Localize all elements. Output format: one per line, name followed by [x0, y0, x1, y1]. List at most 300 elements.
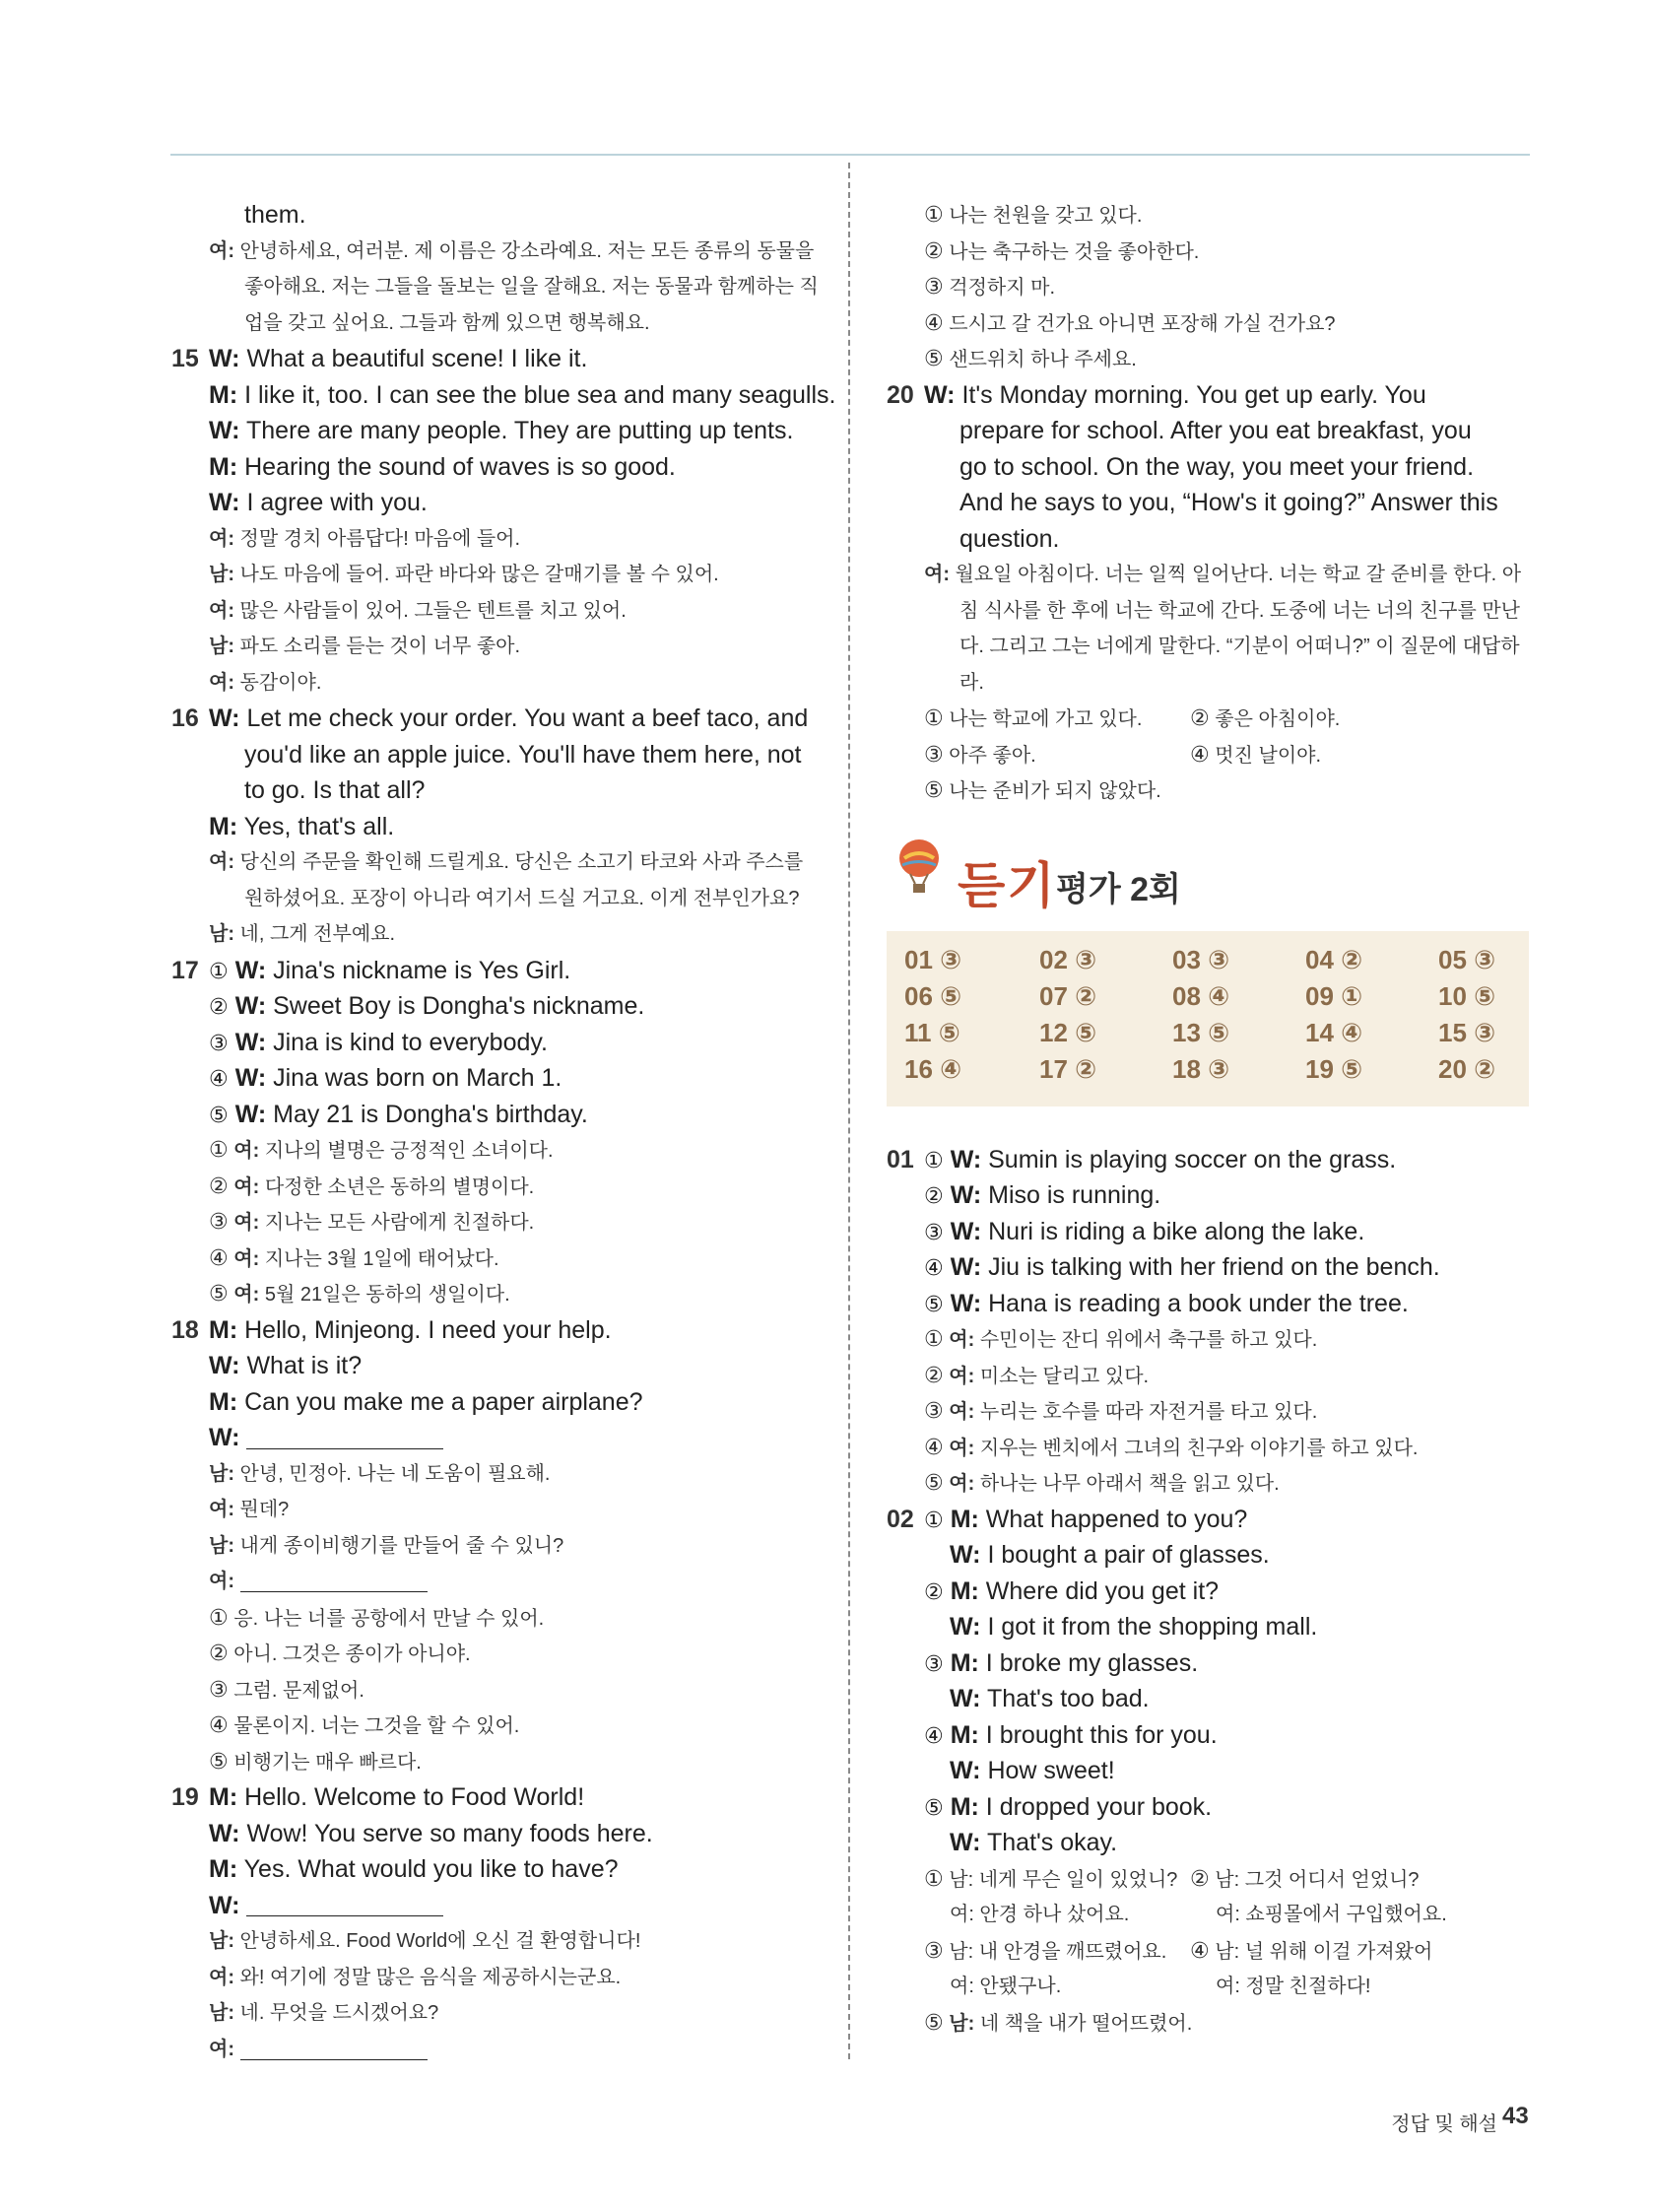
line-body: [959, 521, 1059, 558]
line-body: [209, 1564, 428, 1600]
question-number: 18: [171, 1315, 199, 1344]
speaker-label: M:: [209, 1855, 238, 1883]
answer-item: 12 ⑤: [1039, 1017, 1097, 1047]
answer-item: 17 ②: [1039, 1053, 1097, 1084]
text-line: [887, 1645, 1529, 1682]
line-text: Hearing the sound of waves is so good.: [244, 452, 676, 481]
choice-cell: [924, 1861, 1190, 1899]
text-line: [171, 1995, 817, 2032]
speaker-label: W:: [950, 1181, 982, 1209]
line-text: I agree with you.: [246, 489, 428, 516]
line-body: [924, 1645, 1198, 1683]
line-text: 네, 그게 전부예요.: [239, 923, 396, 945]
line-text: 안녕하세요. Food World에 오신 걸 환영합니다!: [239, 1930, 641, 1952]
line-body: [924, 341, 1137, 378]
choice-marker: ⑤: [924, 777, 944, 802]
line-body: [209, 701, 808, 737]
choice-marker: ①: [209, 1604, 229, 1630]
line-text: I dropped your book.: [985, 1792, 1213, 1821]
text-line: [171, 2032, 817, 2068]
line-body: [209, 1312, 612, 1349]
choice-text: 여: 안경 하나 샀어요.: [950, 1904, 1130, 1925]
text-line: [887, 1861, 1529, 1898]
choice-marker: ⑤: [924, 1794, 944, 1820]
line-text: 네 책을 내가 떨어뜨렸어.: [979, 2012, 1193, 2035]
choice-marker: ④: [1190, 1937, 1210, 1963]
speaker-label: 여:: [209, 851, 234, 873]
choice-marker: ④: [209, 1712, 229, 1737]
speaker-label: 여:: [209, 599, 234, 622]
line-text: And he says to you, “How's it going?” Answer this: [959, 489, 1498, 516]
line-text: 미소는 달리고 있다.: [979, 1365, 1150, 1387]
choice-marker: ①: [924, 1147, 944, 1173]
speaker-label: 여:: [949, 1329, 975, 1351]
line-text: 나는 준비가 되지 않았다.: [949, 780, 1161, 802]
speaker-label: 남:: [209, 923, 234, 945]
speaker-label: 여:: [233, 1247, 260, 1270]
line-text: That's too bad.: [986, 1685, 1150, 1712]
line-body: [244, 305, 650, 342]
text-line: [171, 413, 817, 449]
text-line: [887, 557, 1529, 593]
choice-marker: ②: [1190, 1865, 1210, 1891]
text-line: [171, 305, 817, 342]
answer-item: 08 ④: [1172, 980, 1230, 1011]
line-body: [209, 1960, 621, 1996]
speaker-label: W:: [234, 992, 267, 1020]
line-body: [209, 1744, 422, 1781]
text-line: [887, 593, 1529, 630]
section-subtitle: 평가 2회: [1056, 870, 1181, 908]
line-text: 라.: [959, 671, 984, 694]
text-line: [887, 305, 1529, 342]
line-body: [209, 593, 627, 630]
text-line: [171, 1888, 817, 1924]
text-line: [887, 413, 1529, 449]
speaker-label: W:: [209, 1424, 240, 1451]
choice-marker: ④: [209, 1244, 229, 1270]
line-body: [209, 988, 644, 1026]
choice-marker: ①: [924, 1865, 944, 1891]
question-number: 19: [171, 1783, 199, 1811]
line-body: [209, 234, 814, 270]
line-text: I got it from the shopping mall.: [987, 1613, 1318, 1641]
choice-marker: ④: [924, 1434, 944, 1459]
line-body: [209, 1097, 588, 1134]
text-line: [171, 1384, 817, 1421]
text-line: [171, 629, 817, 665]
line-text: What is it?: [246, 1352, 363, 1379]
text-line: [171, 1960, 817, 1996]
line-body: [209, 629, 520, 665]
line-text: I bought a pair of glasses.: [987, 1541, 1270, 1569]
line-text: 지나의 별명은 긍정적인 소녀이다.: [264, 1140, 554, 1162]
answer-item: 16 ④: [904, 1053, 962, 1084]
line-text: Jiu is talking with her friend on the bench.: [988, 1253, 1440, 1281]
line-body: [959, 485, 1498, 521]
line-text: 침 식사를 한 후에 너는 학교에 간다. 도중에 너는 너의 친구를 만난: [959, 599, 1520, 622]
answer-item: 14 ④: [1305, 1017, 1363, 1047]
choice-marker: ③: [924, 1219, 944, 1244]
speaker-label: W:: [209, 1352, 240, 1379]
choice-text: 남: 내 안경을 깨뜨렸어요.: [949, 1940, 1167, 1963]
line-body: [209, 1132, 554, 1170]
speaker-label: M:: [950, 1576, 979, 1605]
text-line: [887, 1142, 1529, 1178]
text-line: [171, 665, 817, 702]
line-body: [209, 916, 395, 953]
choice-marker: ③: [924, 1398, 944, 1423]
line-text: I like it, too. I can see the blue sea and many seagulls.: [244, 380, 836, 409]
line-text: 많은 사람들이 있어. 그들은 텐트를 치고 있어.: [239, 599, 627, 622]
line-text: 지나는 모든 사람에게 친절하다.: [264, 1212, 535, 1234]
line-text: 안녕하세요, 여러분. 제 이름은 강소라예요. 저는 모든 종류의 동물을: [239, 239, 815, 262]
line-text: 걱정하지 마.: [949, 277, 1056, 299]
text-line: [171, 1816, 817, 1852]
speaker-label: 남:: [209, 1462, 234, 1485]
line-body: [209, 485, 428, 521]
text-line: [171, 881, 817, 917]
section-title: 듣기: [958, 857, 1057, 913]
speaker-label: W:: [950, 1613, 981, 1641]
speaker-label: 여:: [233, 1212, 260, 1234]
text-line: [171, 593, 817, 630]
line-body: [924, 1214, 1364, 1251]
line-body: [924, 197, 1142, 235]
choice-text: 여: 안됐구나.: [950, 1976, 1062, 1997]
line-body: [209, 809, 394, 845]
line-text: Jina's nickname is Yes Girl.: [273, 956, 571, 984]
line-body: [209, 665, 321, 702]
line-body: [209, 1672, 364, 1709]
text-line: [887, 1574, 1529, 1610]
text-line: [171, 988, 817, 1025]
line-text: 뭔데?: [239, 1499, 290, 1520]
speaker-label: W:: [950, 1145, 982, 1173]
text-line: [171, 341, 817, 377]
speaker-label: 여:: [233, 1140, 260, 1162]
text-line: [887, 1681, 1529, 1717]
line-body: [924, 1358, 1149, 1395]
question-number: 20: [887, 380, 914, 409]
answer-blank: [240, 1572, 428, 1592]
choice-marker: ③: [209, 1030, 229, 1055]
choice-marker: ③: [924, 274, 944, 299]
line-body: [924, 1249, 1440, 1287]
choice-marker: ②: [924, 1183, 944, 1208]
line-body: [950, 1969, 1482, 2005]
line-body: [209, 1851, 619, 1888]
choice-marker: ①: [924, 1507, 944, 1532]
choice-cell: [924, 701, 1190, 738]
question-number: 02: [887, 1505, 914, 1533]
text-line: [171, 1600, 817, 1637]
text-line: [887, 1465, 1529, 1502]
text-line: [171, 1132, 817, 1169]
text-line: [171, 1851, 817, 1888]
speaker-label: M:: [950, 1720, 979, 1749]
speaker-label: W:: [209, 489, 240, 516]
line-text: to go. Is that all?: [244, 776, 426, 804]
speaker-label: 여:: [209, 239, 234, 262]
speaker-label: W:: [209, 345, 240, 372]
line-body: [209, 1923, 640, 1960]
line-body: [950, 1609, 1317, 1645]
line-text: How sweet!: [987, 1757, 1115, 1784]
text-line: [887, 1430, 1529, 1466]
text-line: [171, 1060, 817, 1097]
choice-text: 남: 네게 무슨 일이 있었니?: [949, 1868, 1178, 1891]
line-body: [959, 593, 1520, 630]
line-text: 원하셨어요. 포장이 아니라 여기서 드실 거고요. 이게 전부인가요?: [244, 887, 800, 909]
line-text: Let me check your order. You want a beef taco, and: [246, 704, 809, 732]
speaker-label: 남:: [209, 2002, 234, 2024]
speaker-label: 남:: [209, 564, 234, 585]
choice-cell: [950, 1969, 1216, 2005]
text-line: [887, 485, 1529, 521]
text-line: [171, 1672, 817, 1709]
text-line: [171, 844, 817, 881]
speaker-label: 여:: [209, 671, 234, 694]
answer-item: 18 ③: [1172, 1053, 1230, 1084]
line-body: [950, 1825, 1117, 1861]
text-line: [887, 1897, 1529, 1933]
text-line: [171, 1528, 817, 1565]
line-body: [924, 1430, 1418, 1467]
line-body: [209, 1276, 510, 1313]
line-text: 그럼. 문제없어.: [233, 1679, 364, 1702]
line-body: [209, 1348, 362, 1384]
line-text: There are many people. They are putting up tents.: [245, 417, 794, 444]
line-body: [209, 1169, 534, 1206]
speaker-label: W:: [924, 380, 956, 409]
line-text: Hello. Welcome to Food World!: [244, 1783, 585, 1811]
line-body: [244, 197, 306, 234]
text-line: [171, 521, 817, 558]
choice-marker: ②: [924, 1578, 944, 1604]
line-body: [924, 772, 1161, 810]
answer-item: 13 ⑤: [1172, 1017, 1230, 1047]
line-body: [209, 1600, 544, 1638]
choice-marker: ③: [924, 1650, 944, 1676]
text-line: [887, 665, 1529, 702]
line-text: Sweet Boy is Dongha's nickname.: [273, 992, 645, 1020]
text-line: [887, 1358, 1529, 1394]
section-header: [887, 809, 1529, 927]
footer-label: 정답 및 해설: [1391, 2113, 1497, 2135]
text-line: [171, 1097, 817, 1133]
line-text: Hello, Minjeong. I need your help.: [244, 1315, 612, 1344]
line-text: Can you make me a paper airplane?: [244, 1387, 643, 1416]
answer-blank: [240, 2040, 428, 2060]
line-body: [209, 377, 835, 414]
line-body: [209, 1888, 443, 1924]
text-line: [887, 341, 1529, 377]
line-body: [924, 1393, 1317, 1431]
text-line: [887, 1933, 1529, 1970]
right-column: [887, 197, 1529, 2041]
answer-item: 15 ③: [1438, 1017, 1496, 1047]
line-body: [209, 341, 587, 377]
column-divider: [848, 163, 850, 2059]
line-body: [244, 772, 425, 809]
line-body: [924, 1717, 1218, 1755]
speaker-label: W:: [209, 1891, 240, 1919]
text-line: [887, 269, 1529, 305]
line-body: [209, 521, 520, 558]
line-text: 나는 천원을 갖고 있다.: [949, 205, 1143, 227]
text-line: [887, 1321, 1529, 1358]
line-text: you'd like an apple juice. You'll have them here, not: [244, 740, 802, 769]
text-line: [887, 1717, 1529, 1754]
line-body: [209, 1528, 563, 1565]
line-body: [924, 1142, 1396, 1179]
text-line: [887, 1753, 1529, 1789]
line-body: [924, 1933, 1456, 1971]
question-number: 16: [171, 704, 199, 732]
line-body: [209, 1240, 499, 1278]
line-text: Hana is reading a book under the tree.: [988, 1289, 1409, 1317]
speaker-label: M:: [209, 1315, 238, 1344]
line-text: 네. 무엇을 드시겠어요?: [239, 2002, 439, 2024]
speaker-label: W:: [209, 704, 240, 732]
text-line: [171, 234, 817, 270]
line-body: [950, 1753, 1115, 1789]
text-line: [171, 1312, 817, 1349]
line-body: [209, 1025, 548, 1062]
speaker-label: 남:: [209, 1930, 234, 1952]
line-text: 동감이야.: [239, 671, 322, 694]
question-number: 15: [171, 345, 199, 372]
answer-item: 20 ②: [1438, 1053, 1496, 1084]
choice-marker: ④: [209, 1066, 229, 1091]
line-body: [209, 1204, 534, 1241]
choice-text: 나는 학교에 가고 있다.: [949, 708, 1143, 730]
choice-marker: ⑤: [209, 1748, 229, 1774]
line-body: [959, 629, 1520, 665]
line-text: 샌드위치 하나 주세요.: [949, 349, 1137, 370]
text-line: [171, 772, 817, 809]
answer-item: 07 ②: [1039, 980, 1097, 1011]
text-line: [887, 737, 1529, 773]
text-line: [171, 809, 817, 845]
speaker-label: 여:: [209, 2038, 234, 2060]
speaker-label: W:: [209, 1819, 240, 1847]
line-text: question.: [959, 524, 1060, 553]
text-line: [171, 1276, 817, 1312]
answer-key-box: [887, 931, 1529, 1106]
text-line: [171, 1204, 817, 1240]
text-line: [887, 1177, 1529, 1214]
choice-cell: [1216, 1969, 1482, 2005]
right-top-lines: [887, 197, 1529, 809]
text-line: [887, 1969, 1529, 2005]
choice-text: 멋진 날이야.: [1215, 744, 1322, 767]
line-body: [209, 1779, 584, 1816]
speaker-label: 여:: [949, 1401, 975, 1423]
text-line: [887, 234, 1529, 270]
hot-air-balloon-icon: [896, 838, 942, 898]
line-body: [924, 377, 1426, 414]
line-body: [209, 449, 676, 486]
speaker-label: 여:: [233, 1175, 260, 1198]
text-line: [887, 772, 1529, 809]
speaker-label: 남:: [209, 636, 234, 657]
choice-marker: ①: [924, 1326, 944, 1351]
speaker-label: 남:: [949, 2012, 975, 2035]
line-body: [209, 1060, 562, 1098]
line-body: [244, 881, 799, 917]
line-body: [924, 1789, 1212, 1827]
line-body: [209, 557, 719, 593]
speaker-label: M:: [950, 1792, 979, 1821]
text-line: [887, 449, 1529, 486]
line-body: [959, 665, 984, 702]
speaker-label: 여:: [209, 1966, 234, 1988]
answer-item: 05 ③: [1438, 944, 1496, 974]
choice-cell: [1190, 1933, 1456, 1971]
choice-text: 여: 정말 친절하다!: [1216, 1976, 1371, 1997]
line-text: I broke my glasses.: [985, 1648, 1199, 1677]
line-body: [924, 701, 1456, 738]
text-line: [171, 916, 817, 953]
text-line: [171, 485, 817, 521]
choice-marker: ④: [1190, 741, 1210, 767]
text-line: [171, 1564, 817, 1600]
line-body: [924, 1861, 1456, 1899]
choice-cell: [924, 737, 1190, 774]
text-line: [887, 1393, 1529, 1430]
line-text: May 21 is Dongha's birthday.: [273, 1100, 588, 1128]
text-line: [887, 1286, 1529, 1322]
choice-marker: ①: [209, 1137, 229, 1162]
text-line: [887, 1502, 1529, 1538]
line-text: Sumin is playing soccer on the grass.: [988, 1145, 1397, 1173]
text-line: [171, 701, 817, 737]
line-text: That's okay.: [986, 1829, 1118, 1856]
speaker-label: 여:: [209, 1571, 234, 1592]
choice-marker: ①: [924, 202, 944, 227]
line-text: 다. 그리고 그는 너에게 말한다. “기분이 어떠니?” 이 질문에 대답하: [959, 636, 1520, 657]
text-line: [887, 701, 1529, 737]
line-body: [924, 2005, 1192, 2043]
line-text: Jina is kind to everybody.: [273, 1028, 548, 1056]
line-text: 업을 갖고 싶어요. 그들과 함께 있으면 행복해요.: [244, 311, 650, 334]
text-line: [887, 1214, 1529, 1250]
speaker-label: 여:: [949, 1365, 975, 1387]
speaker-label: W:: [950, 1217, 982, 1245]
text-line: [887, 1249, 1529, 1286]
choice-text: 좋은 아침이야.: [1215, 708, 1341, 730]
question-number: 01: [887, 1145, 914, 1173]
line-text: Jina was born on March 1.: [273, 1064, 562, 1092]
speaker-label: M:: [950, 1505, 979, 1533]
choice-text: 남: 그것 어디서 얻었니?: [1215, 1868, 1420, 1891]
choice-marker: ⑤: [209, 1281, 229, 1306]
speaker-label: W:: [950, 1289, 982, 1317]
line-body: [924, 234, 1199, 271]
speaker-label: W:: [950, 1253, 982, 1281]
speaker-label: W:: [234, 956, 267, 984]
line-text: 좋아해요. 저는 그들을 돌보는 일을 잘해요. 저는 동물과 함께하는 직: [244, 276, 819, 298]
line-body: [950, 1897, 1482, 1933]
line-text: 수민이는 잔디 위에서 축구를 하고 있다.: [979, 1329, 1318, 1351]
answer-item: 03 ③: [1172, 944, 1230, 974]
text-line: [171, 557, 817, 593]
answer-item: 11 ⑤: [904, 1017, 960, 1047]
choice-marker: ④: [924, 309, 944, 335]
line-body: [244, 269, 819, 305]
